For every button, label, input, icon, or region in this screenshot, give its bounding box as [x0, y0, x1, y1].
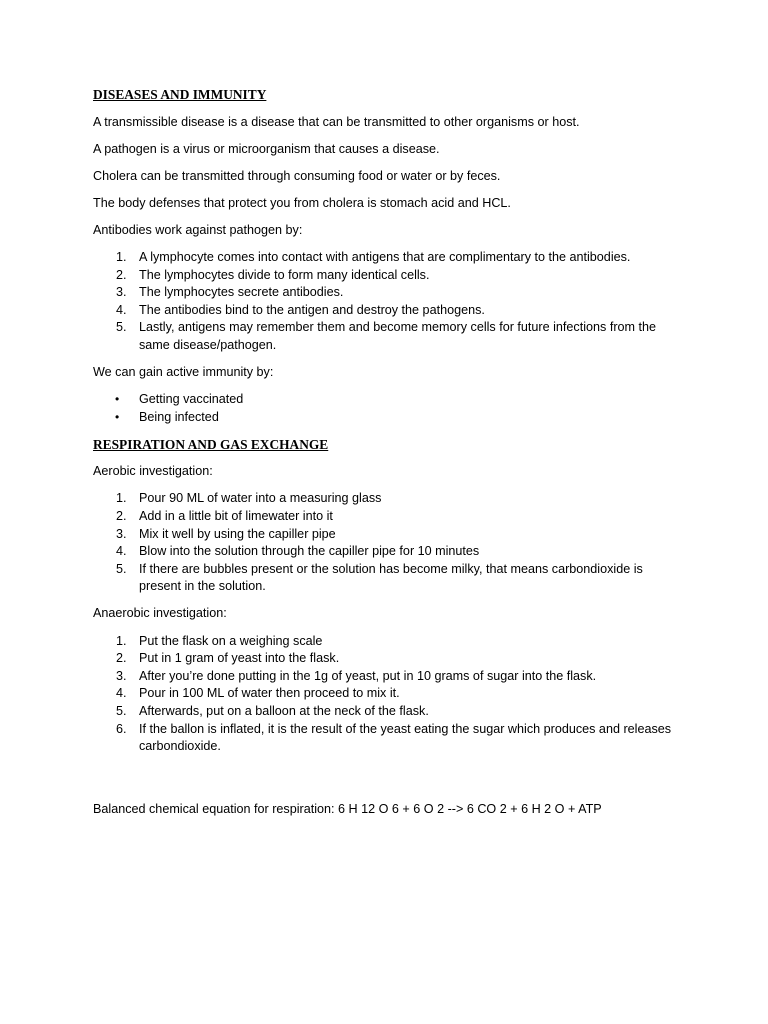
aerobic-steps-list — [93, 490, 678, 596]
list-item — [93, 267, 678, 285]
list-number: 1. — [116, 633, 127, 648]
blank-line — [93, 765, 678, 801]
immunity-ways-list — [93, 391, 678, 426]
list-item-text: Add in a little bit of limewater into it — [139, 509, 333, 523]
list-item-text: Getting vaccinated — [139, 392, 244, 407]
list-item — [93, 703, 678, 721]
section-heading-diseases: DISEASES AND IMMUNITY — [93, 87, 267, 102]
list-number: 4. — [116, 302, 127, 317]
list-number: 2. — [116, 509, 127, 523]
list-item-text: The lymphocytes divide to form many identical cells. — [139, 267, 430, 282]
list-number: 2. — [116, 651, 127, 666]
list-number: 1. — [116, 491, 127, 506]
list-number: 1. — [116, 249, 127, 264]
list-item-text: A lymphocyte comes into contact with antigens that are complimentary to the antibodies. — [139, 249, 631, 264]
list-item-text: Lastly, antigens may remember them and become memory cells for future infections from the same disease/pathogen. — [139, 320, 657, 352]
paragraph-anaerobic-intro: Anaerobic investigation: — [93, 606, 227, 621]
bullet-icon: • — [115, 392, 120, 407]
list-item-text: The antibodies bind to the antigen and destroy the pathogens. — [139, 302, 485, 317]
list-item — [93, 650, 678, 668]
paragraph-pathogen: A pathogen is a virus or microorganism that causes a disease. — [93, 141, 440, 156]
list-item-text: The lymphocytes secrete antibodies. — [139, 285, 344, 300]
list-number: 3. — [116, 668, 127, 683]
list-item — [93, 685, 678, 703]
paragraph-aerobic-intro: Aerobic investigation: — [93, 464, 213, 479]
list-item-text: If the ballon is inflated, it is the result of the yeast eating the sugar which produces and releases carbondioxide. — [139, 721, 672, 754]
list-item — [93, 508, 678, 526]
list-item — [93, 668, 678, 686]
list-item — [93, 284, 678, 302]
paragraph-equation: Balanced chemical equation for respiration: 6 H 12 O 6 + 6 O 2 --> 6 CO 2 + 6 H 2 O + ATP — [93, 802, 602, 817]
paragraph-antibodies-intro: Antibodies work against pathogen by: — [93, 222, 303, 237]
list-number: 5. — [116, 320, 127, 335]
list-item-text: Put the flask on a weighing scale — [139, 633, 323, 648]
list-number: 4. — [116, 686, 127, 701]
list-item — [93, 721, 678, 756]
list-number: 6. — [116, 721, 127, 736]
list-number: 3. — [116, 285, 127, 300]
list-item — [93, 561, 678, 596]
paragraph-transmissible: A transmissible disease is a disease that can be transmitted to other organisms or host. — [93, 114, 580, 129]
list-item — [93, 490, 678, 508]
list-number: 5. — [116, 561, 127, 576]
list-number: 4. — [116, 544, 127, 559]
list-item-text: Mix it well by using the capiller pipe — [139, 526, 336, 541]
bullet-icon: • — [115, 409, 120, 424]
list-item — [93, 249, 678, 267]
list-item-text: Blow into the solution through the capiller pipe for 10 minutes — [139, 544, 480, 559]
list-item — [93, 391, 678, 409]
paragraph-defenses: The body defenses that protect you from cholera is stomach acid and HCL. — [93, 195, 511, 210]
list-item — [93, 409, 678, 427]
list-item — [93, 319, 678, 354]
list-item-text: Put in 1 gram of yeast into the flask. — [139, 651, 340, 666]
list-item-text: If there are bubbles present or the solution has become milky, that means carbondioxide is present in the solution. — [139, 561, 643, 594]
list-item — [93, 526, 678, 544]
paragraph-cholera: Cholera can be transmitted through consuming food or water or by feces. — [93, 168, 501, 183]
list-number: 5. — [116, 703, 127, 718]
document-page — [93, 86, 678, 828]
antibody-steps-list — [93, 249, 678, 355]
list-number: 3. — [116, 526, 127, 541]
list-number: 2. — [116, 267, 127, 282]
list-item-text: After you’re done putting in the 1g of yeast, put in 10 grams of sugar into the flask. — [139, 668, 597, 683]
list-item — [93, 633, 678, 651]
list-item-text: Being infected — [139, 409, 219, 424]
anaerobic-steps-list — [93, 633, 678, 756]
paragraph-immunity-intro: We can gain active immunity by: — [93, 365, 274, 380]
list-item-text: Pour in 100 ML of water then proceed to mix it. — [139, 686, 400, 701]
list-item-text: Pour 90 ML of water into a measuring glass — [139, 491, 382, 506]
list-item-text: Afterwards, put on a balloon at the neck of the flask. — [139, 703, 429, 718]
list-item — [93, 302, 678, 320]
section-heading-respiration: RESPIRATION AND GAS EXCHANGE — [93, 436, 329, 452]
list-item — [93, 543, 678, 561]
